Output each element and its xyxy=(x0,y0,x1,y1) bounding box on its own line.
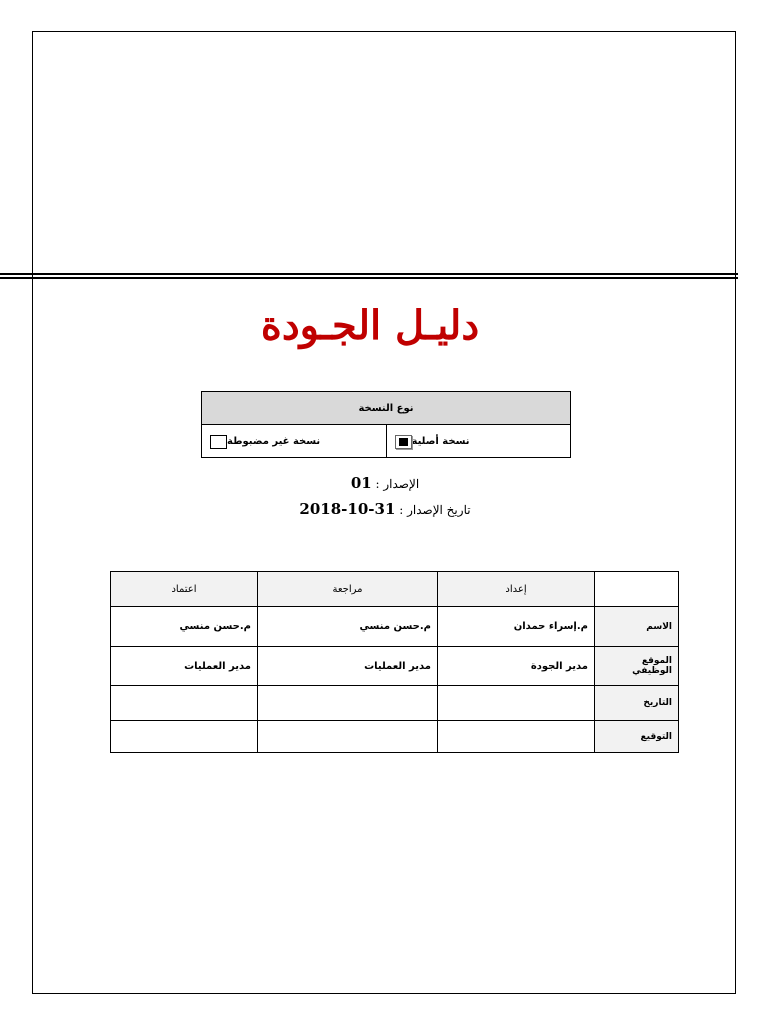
table-row xyxy=(111,607,679,647)
issue-date xyxy=(200,500,570,518)
table-header-row xyxy=(111,572,679,607)
copy-type-options xyxy=(202,425,570,458)
row-label: الموقع الوظيفي xyxy=(595,647,679,686)
table-cell: مدير العمليات xyxy=(111,647,258,686)
table-cell xyxy=(258,721,438,753)
copy-option-label: نسخة أصلية xyxy=(411,436,470,447)
approval-table xyxy=(110,571,679,753)
issue-date-value: 31-10-2018 xyxy=(299,500,396,518)
table-cell xyxy=(438,686,595,721)
copy-option-label: نسخة غير مضبوطة xyxy=(227,436,321,447)
table-cell xyxy=(258,686,438,721)
copy-option-original[interactable] xyxy=(387,425,571,458)
issue-number-label: الإصدار : xyxy=(375,477,420,491)
table-cell: م.إسراء حمدان xyxy=(438,607,595,647)
table-row xyxy=(111,686,679,721)
copy-type-header: نوع النسخة xyxy=(202,392,570,425)
checkbox-checked-icon[interactable] xyxy=(395,435,412,449)
issue-number-value: 01 xyxy=(350,474,372,492)
document-title: دليـل الجـودة xyxy=(260,302,480,349)
table-cell xyxy=(438,721,595,753)
table-row xyxy=(111,721,679,753)
table-cell xyxy=(111,721,258,753)
table-cell: م.حسن منسي xyxy=(258,607,438,647)
copy-option-uncontrolled[interactable] xyxy=(202,425,387,458)
table-row xyxy=(111,647,679,686)
table-cell: م.حسن منسي xyxy=(111,607,258,647)
column-header-reviewed: مراجعة xyxy=(258,572,438,607)
table-cell: مدير الجودة xyxy=(438,647,595,686)
row-label: الاسم xyxy=(595,607,679,647)
header-divider xyxy=(0,273,738,279)
column-header-approved: اعتماد xyxy=(111,572,258,607)
column-header-prepared: إعداد xyxy=(438,572,595,607)
copy-type-box xyxy=(201,391,571,458)
row-label: التوقيع xyxy=(595,721,679,753)
issue-date-label: تاريخ الإصدار : xyxy=(399,503,471,517)
checkbox-unchecked-icon[interactable] xyxy=(210,435,227,449)
issue-number xyxy=(200,474,570,492)
table-cell xyxy=(111,686,258,721)
column-header xyxy=(595,572,679,607)
table-cell: مدير العمليات xyxy=(258,647,438,686)
row-label: التاريخ xyxy=(595,686,679,721)
